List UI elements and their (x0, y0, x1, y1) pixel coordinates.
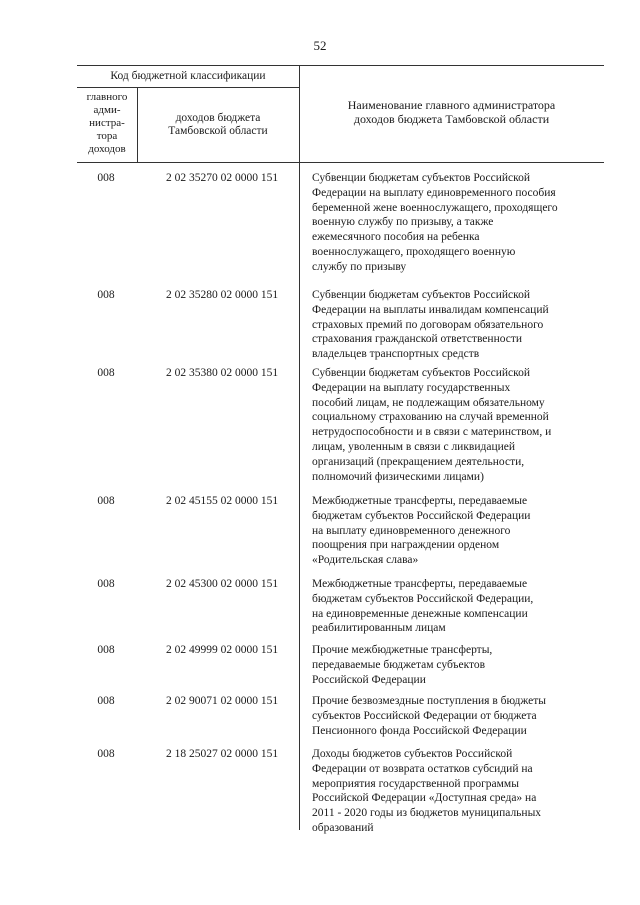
revenue-name: Субвенции бюджетам субъектов Российской Федерации на выплату единовременного пособия беременной жене военнослужащего, проходящего военную службу по призыву, а также ежемесячного пособия на ребенка военнослужащего, проходящего военную службу по призыву (312, 172, 558, 273)
header-group-label: Код бюджетной классификации (110, 70, 266, 82)
table-row (77, 747, 604, 839)
page-number: 52 (313, 38, 327, 53)
header-code-column: доходов бюджета Тамбовской области (168, 112, 268, 137)
table-top-rule (77, 65, 604, 66)
revenue-code: 2 02 35270 02 0000 151 (165, 172, 279, 184)
table-row (77, 643, 604, 694)
admin-code: 008 (97, 367, 115, 379)
revenue-code: 2 02 49999 02 0000 151 (165, 644, 279, 656)
revenue-code: 2 18 25027 02 0000 151 (165, 748, 279, 760)
table-row (77, 288, 604, 366)
table-row (77, 171, 604, 288)
header-name-column: Наименование главного администратора доходов бюджета Тамбовской области (347, 98, 556, 126)
table-row (77, 494, 604, 577)
header-bottom-rule (77, 162, 604, 163)
revenue-code: 2 02 45155 02 0000 151 (165, 495, 279, 507)
admin-code: 008 (97, 644, 115, 656)
revenue-code: 2 02 90071 02 0000 151 (165, 695, 279, 707)
table-body (77, 171, 604, 839)
revenue-name: Межбюджетные трансферты, передаваемые бюджетам субъектов Российской Федерации на выплату единовременного денежного поощрения при награждении орденом «Родительская слава» (312, 495, 531, 567)
revenue-name: Прочие межбюджетные трансферты, передаваемые бюджетам субъектов Российской Федерации (312, 644, 493, 686)
table-row (77, 577, 604, 643)
revenue-name: Доходы бюджетов субъектов Российской Федерации от возврата остатков субсидий на мероприятия государственной программы Российской Федерации «Доступная среда» на 2011 - 2020 годы из бюджетов муниципальных образований (312, 748, 542, 834)
admin-code: 008 (97, 172, 115, 184)
table-row (77, 694, 604, 747)
admin-code: 008 (97, 578, 115, 590)
revenue-code: 2 02 45300 02 0000 151 (165, 578, 279, 590)
revenue-code: 2 02 35380 02 0000 151 (165, 367, 279, 379)
header-admin-column: главного адми- нистра- тора доходов (86, 91, 128, 155)
table-row (77, 366, 604, 494)
revenue-name: Субвенции бюджетам субъектов Российской Федерации на выплату государственных пособий лицам, не подлежащим обязательному социальному страхованию на случай временной нетрудоспособности и в связи с материнством, и лицам, уволенным в связи с ликвидацией организаций (прекращением деятельности, полномочий физическими лицами) (312, 367, 552, 483)
admin-code: 008 (97, 495, 115, 507)
revenue-name: Прочие безвозмездные поступления в бюджеты субъектов Российской Федерации от бюджета Пенсионного фонда Российской Федерации (312, 695, 547, 737)
admin-code: 008 (97, 289, 115, 301)
revenue-name: Межбюджетные трансферты, передаваемые бюджетам субъектов Российской Федерации, на единовременные денежные компенсации реабилитированным лицам (312, 578, 534, 635)
group-header-rule (77, 87, 299, 88)
admin-code: 008 (97, 748, 115, 760)
admin-code: 008 (97, 695, 115, 707)
revenue-name: Субвенции бюджетам субъектов Российской Федерации на выплаты инвалидам компенсаций страховых премий по договорам обязательного страхования гражданской ответственности владельцев транспортных средств (312, 289, 549, 361)
revenue-code: 2 02 35280 02 0000 151 (165, 289, 279, 301)
